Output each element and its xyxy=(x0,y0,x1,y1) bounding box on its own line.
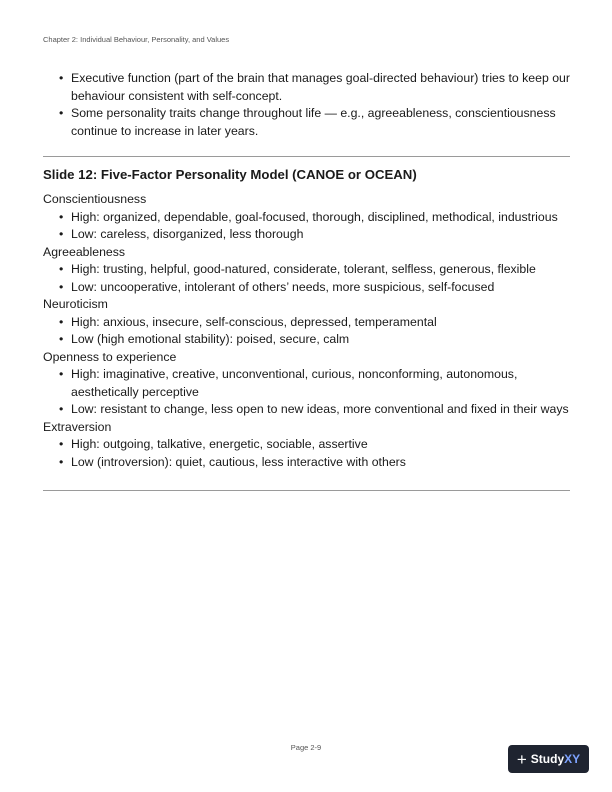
list-item: • Low: resistant to change, less open to new ideas, more conventional and fixed in their ways xyxy=(43,401,570,419)
list-item: • Executive function (part of the brain that manages goal-directed behaviour) tries to keep our behaviour consistent with self-concept. xyxy=(43,70,570,105)
intro-list xyxy=(43,70,570,140)
list-item: • High: outgoing, talkative, energetic, sociable, assertive xyxy=(43,436,570,454)
list-item: • High: anxious, insecure, self-conscious, depressed, temperamental xyxy=(43,314,570,332)
trait-heading: Openness to experience xyxy=(43,349,177,364)
trait-list xyxy=(43,436,570,471)
trait-section-extraversion xyxy=(43,419,570,472)
list-item: • Low: careless, disorganized, less thorough xyxy=(43,226,570,244)
page-content xyxy=(43,70,570,491)
list-item: • High: trusting, helpful, good-natured, considerate, tolerant, selfless, generous, flexible xyxy=(43,261,570,279)
trait-section-conscientiousness xyxy=(43,191,570,244)
list-item: • Low (introversion): quiet, cautious, less interactive with others xyxy=(43,454,570,472)
section-divider xyxy=(43,490,570,491)
page-number: Page 2-9 xyxy=(290,743,322,752)
trait-section-agreeableness xyxy=(43,244,570,297)
logo-text: Study xyxy=(530,752,565,766)
list-item: • Low (high emotional stability): poised, secure, calm xyxy=(43,331,570,349)
trait-list xyxy=(43,209,570,244)
trait-heading: Extraversion xyxy=(43,419,112,434)
trait-heading: Agreeableness xyxy=(43,244,126,259)
trait-list xyxy=(43,261,570,296)
studyxy-logo xyxy=(508,745,589,773)
trait-list xyxy=(43,314,570,349)
list-item: • High: organized, dependable, goal-focused, thorough, disciplined, methodical, industrious xyxy=(43,209,570,227)
section-divider xyxy=(43,156,570,157)
list-item: • High: imaginative, creative, unconventional, curious, nonconforming, autonomous, aesthetically perceptive xyxy=(43,366,570,401)
trait-section-neuroticism xyxy=(43,296,570,349)
plus-icon: + xyxy=(516,749,527,769)
logo-text-accent: XY xyxy=(564,752,581,766)
list-item: • Low: uncooperative, intolerant of others’ needs, more suspicious, self-focused xyxy=(43,279,570,297)
trait-heading: Conscientiousness xyxy=(43,192,147,206)
list-item: • Some personality traits change throughout life — e.g., agreeableness, conscientiousness continue to increase in later years. xyxy=(43,105,570,140)
trait-heading: Neuroticism xyxy=(43,297,108,311)
running-header: Chapter 2: Individual Behaviour, Personality, and Values xyxy=(43,35,230,44)
trait-list xyxy=(43,366,570,419)
slide-title: Slide 12: Five-Factor Personality Model (CANOE or OCEAN) xyxy=(43,167,417,182)
trait-section-openness xyxy=(43,349,570,419)
